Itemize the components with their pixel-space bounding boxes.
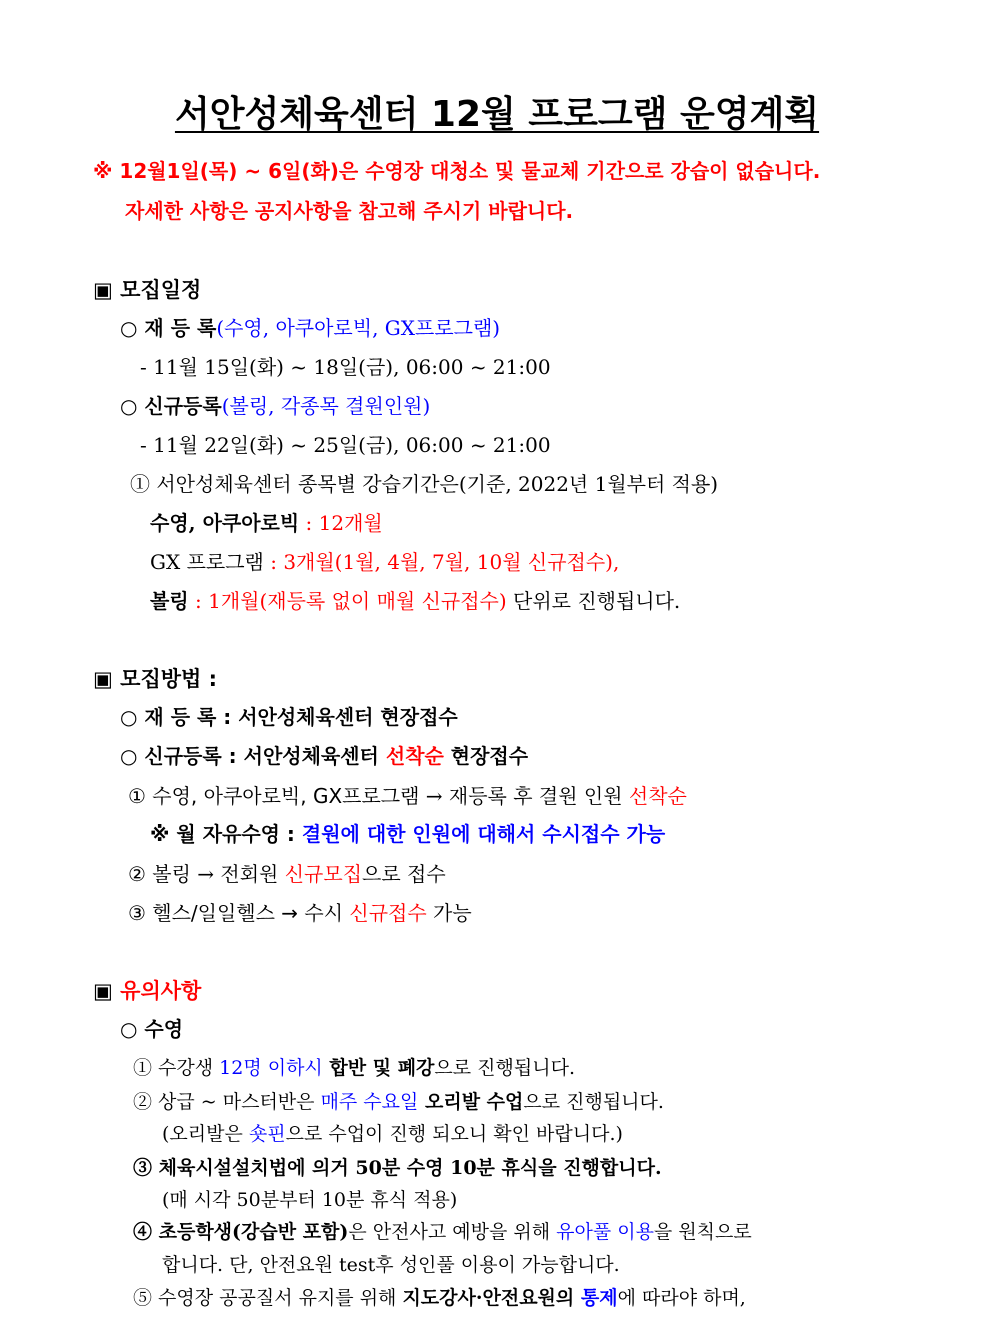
method-item-1-highlight: 선착순 — [628, 784, 687, 808]
method-item-2 — [128, 860, 446, 888]
method-item-3-suffix: 가능 — [426, 901, 472, 925]
method-newreg-suffix: 현장접수 — [443, 744, 529, 768]
note-1 — [133, 1054, 575, 1082]
note-4-c: 유아풀 이용 — [556, 1221, 654, 1243]
gx-label: GX 프로그램 — [150, 550, 264, 574]
rereg-dates: - 11월 15일(화) ~ 18일(금), 06:00 ~ 21:00 — [140, 355, 551, 379]
newreg-schedule-line — [120, 392, 430, 420]
rereg-programs: (수영, 아쿠아로빅, GX프로그램) — [216, 316, 501, 340]
notice-line-1: ※ 12월1일(목) ~ 6일(화)은 수영장 대청소 및 물교체 기간으로 강습이 없습니다. — [93, 159, 821, 183]
note-5-a: ⑤ 수영장 공공질서 유지를 위해 — [133, 1287, 403, 1309]
method-heading: ▣ 모집방법 : — [93, 667, 218, 691]
note-2-c: 오리발 수업 — [418, 1091, 524, 1113]
note-5 — [133, 1284, 746, 1312]
method-item-2-suffix: 으로 접수 — [362, 862, 446, 886]
newreg-programs: (볼링, 각종목 결원인원) — [221, 394, 431, 418]
note-4-line-2: 합니다. 단, 안전요원 test후 성인풀 이용이 가능합니다. — [162, 1254, 620, 1276]
period-bowling — [150, 587, 680, 615]
free-swim-note-prefix: ※ 월 자유수영 : — [150, 822, 302, 846]
note-2-sub-c: 으로 수업이 진행 되오니 확인 바랍니다.) — [285, 1123, 623, 1145]
note-2-sub-a: (오리발은 — [162, 1123, 249, 1145]
bowling-suffix: 단위로 진행됩니다. — [506, 589, 681, 613]
bowling-label: 볼링 — [150, 589, 189, 613]
note-1-d: 으로 진행됩니다. — [434, 1057, 575, 1079]
note-4 — [133, 1218, 752, 1246]
free-swim-note-highlight: 결원에 대한 인원에 대해서 수시접수 가능 — [301, 822, 666, 846]
notes-heading-text: 유의사항 — [120, 979, 202, 1003]
period-swim — [150, 509, 383, 537]
note-3: ③ 체육시설설치법에 의거 50분 수영 10분 휴식을 진행합니다. — [133, 1157, 662, 1179]
method-newreg-highlight: 선착순 — [385, 744, 444, 768]
period-gx — [150, 548, 619, 576]
note-1-b: 12명 이하시 — [219, 1057, 323, 1079]
method-item-1 — [128, 782, 687, 810]
schedule-heading: ▣ 모집일정 — [93, 278, 202, 302]
method-item-1-prefix: ① 수영, 아쿠아로빅, GX프로그램 — [128, 784, 420, 808]
note-2-b: 매주 수요일 — [320, 1091, 419, 1113]
period-intro: ① 서안성체육센터 종목별 강습기간은(기준, 2022년 1월부터 적용) — [130, 472, 719, 496]
newreg-dates: - 11월 22일(화) ~ 25일(금), 06:00 ~ 21:00 — [140, 433, 551, 457]
notice-line-2: 자세한 사항은 공지사항을 참고해 주시기 바랍니다. — [125, 199, 574, 223]
newreg-label: ○ 신규등록 — [120, 394, 222, 418]
bowling-period: : 1개월(재등록 없이 매월 신규접수) — [188, 589, 507, 613]
note-4-b: 은 안전사고 예방을 위해 — [348, 1221, 557, 1243]
note-4-d: 을 원칙으로 — [653, 1221, 752, 1243]
note-2 — [133, 1088, 664, 1116]
note-5-d: 에 따라야 하며, — [617, 1287, 746, 1309]
note-2-a: ② 상급 ~ 마스터반은 — [133, 1091, 321, 1113]
swim-period: : 12개월 — [299, 511, 383, 535]
notes-swim-label: ○ 수영 — [120, 1017, 184, 1041]
page-title: 서안성체육센터 12월 프로그램 운영계획 — [174, 94, 820, 135]
note-2-sub-b: 숏핀 — [248, 1123, 286, 1145]
rereg-schedule-line — [120, 314, 500, 342]
method-item-2-prefix: ② 볼링 — [128, 862, 191, 886]
method-newreg-prefix: ○ 신규등록 : 서안성체육센터 — [120, 744, 386, 768]
note-5-c: 통제 — [580, 1287, 618, 1309]
method-item-3 — [128, 899, 472, 927]
swim-label: 수영, 아쿠아로빅 — [150, 511, 300, 535]
method-item-2-highlight: 신규모집 — [284, 862, 363, 886]
method-item-2-middle: → 전회원 — [190, 862, 285, 886]
note-3-sub: (매 시각 50분부터 10분 휴식 적용) — [162, 1189, 458, 1211]
note-2-d: 으로 진행됩니다. — [523, 1091, 664, 1113]
note-5-b: 지도강사·안전요원의 — [402, 1287, 581, 1309]
method-rereg: ○ 재 등 록 : 서안성체육센터 현장접수 — [120, 705, 458, 729]
method-item-3-prefix: ③ 헬스/일일헬스 → 수시 — [128, 901, 350, 925]
note-1-c: 합반 및 폐강 — [322, 1057, 435, 1079]
notes-heading — [93, 977, 201, 1005]
note-1-a: ① 수강생 — [133, 1057, 220, 1079]
notes-heading-mark: ▣ — [93, 979, 121, 1003]
free-swim-note — [150, 820, 665, 848]
note-4-a: ④ 초등학생(강습반 포함) — [133, 1221, 349, 1243]
rereg-label: ○ 재 등 록 — [120, 316, 217, 340]
method-item-3-highlight: 신규접수 — [349, 901, 427, 925]
method-item-1-middle: → 재등록 후 결원 인원 — [419, 784, 629, 808]
gx-period: : 3개월(1월, 4월, 7월, 10월 신규접수), — [263, 550, 620, 574]
note-2-sub — [162, 1120, 623, 1148]
method-newreg — [120, 742, 528, 770]
